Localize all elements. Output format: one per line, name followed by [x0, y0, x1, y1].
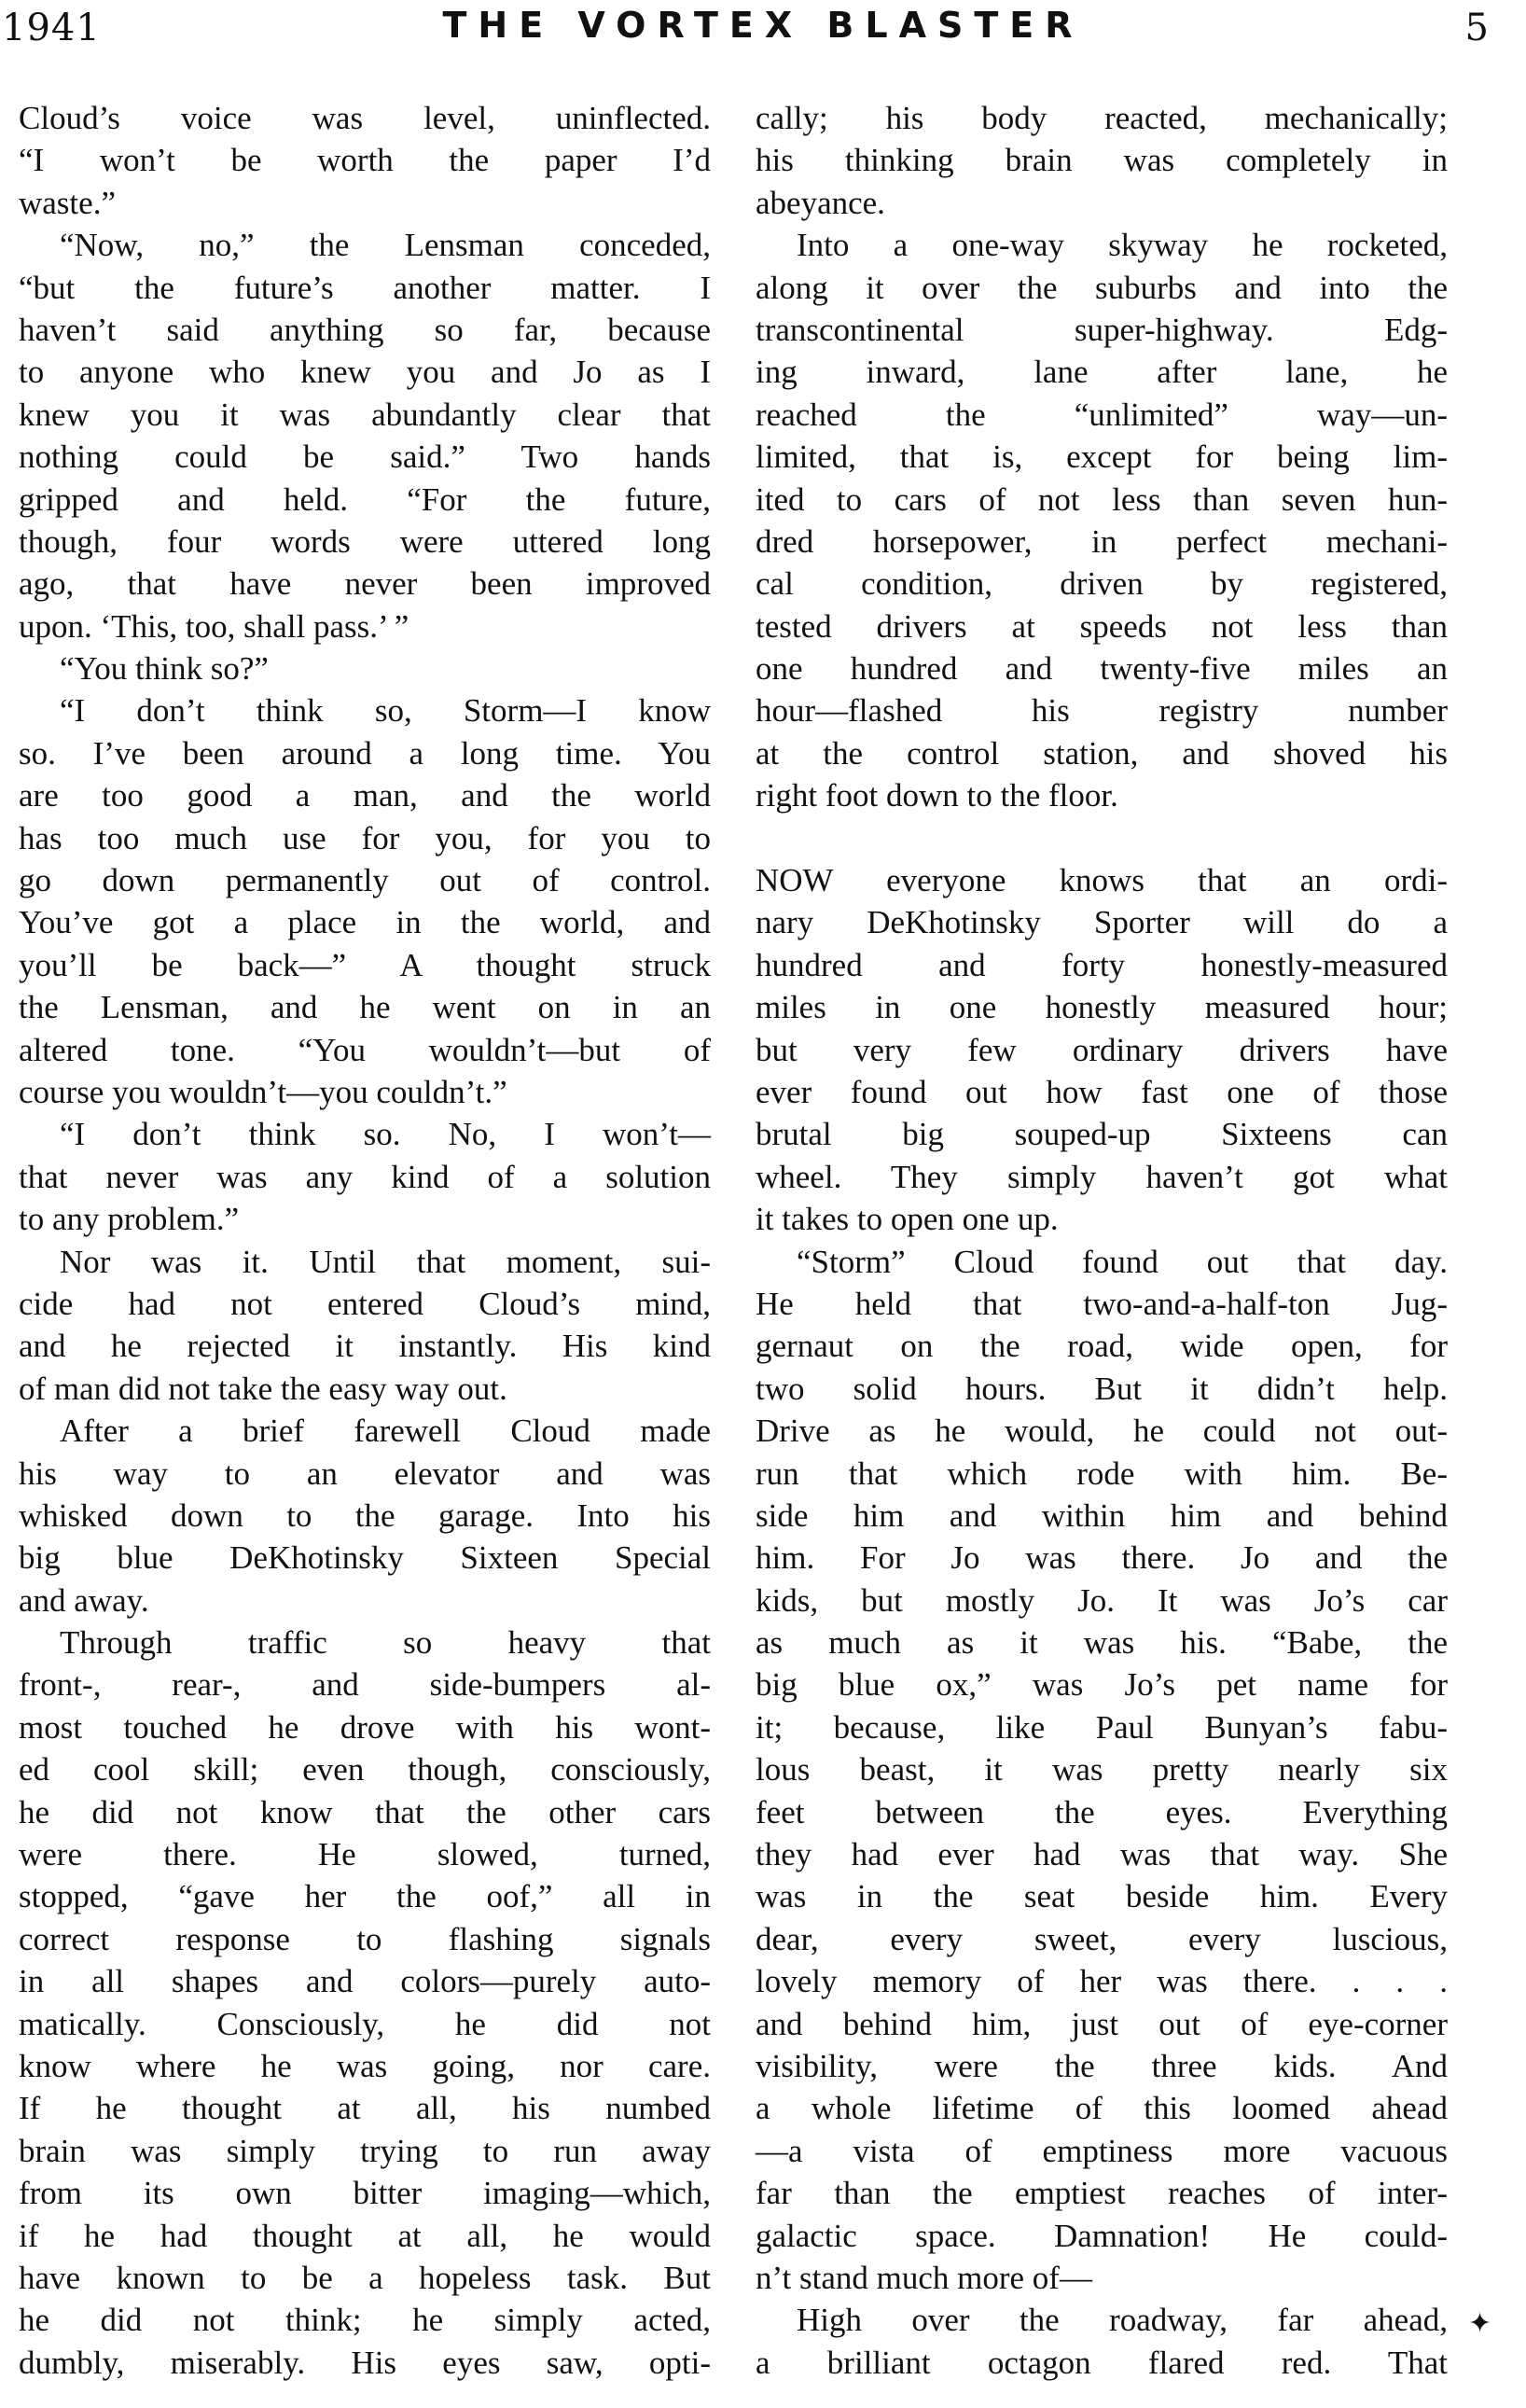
text-line: “You think so?” — [60, 650, 269, 688]
text-line: You’ve got a place in the world, and — [19, 904, 711, 941]
text-line: far than the emptiest reaches of inter- — [756, 2175, 1448, 2212]
text-line: knew you it was abundantly clear that — [19, 396, 711, 433]
text-line: ever found out how fast one of those — [756, 1073, 1448, 1110]
text-line: High over the roadway, far ahead, — [797, 2302, 1448, 2339]
text-line: but very few ordinary drivers have — [756, 1031, 1448, 1068]
text-line: two solid hours. But it didn’t help. — [756, 1370, 1448, 1407]
text-line: that never was any kind of a solution — [19, 1158, 711, 1195]
text-line: course you wouldn’t—you couldn’t.” — [19, 1073, 507, 1110]
text-line: dear, every sweet, every luscious, — [756, 1920, 1448, 1957]
text-line — [756, 817, 1448, 859]
text-line: it; because, like Paul Bunyan’s fabu- — [756, 1708, 1448, 1746]
text-line: He held that two-and-a-half-ton Jug- — [756, 1285, 1448, 1322]
text-line: gernaut on the road, wide open, for — [756, 1328, 1448, 1365]
text-line: “I don’t think so. No, I won’t— — [60, 1116, 711, 1153]
text-line: dred horsepower, in perfect mechani- — [756, 522, 1448, 560]
text-line: ing inward, lane after lane, he — [756, 354, 1448, 391]
text-line: in all shapes and colors—purely auto- — [19, 1963, 711, 2000]
header-year: 1941 — [2, 7, 101, 49]
text-line: waste.” — [19, 184, 116, 221]
text-line: was in the seat beside him. Every — [756, 1878, 1448, 1915]
page-number: 5 — [1464, 7, 1489, 49]
text-line: most touched he drove with his wont- — [19, 1708, 711, 1746]
text-line: cide had not entered Cloud’s mind, — [19, 1285, 711, 1322]
text-line: “but the future’s another matter. I — [19, 269, 711, 306]
text-line: brain was simply trying to run away — [19, 2132, 711, 2169]
text-line: abeyance. — [756, 184, 885, 221]
text-line: right foot down to the floor. — [756, 777, 1118, 814]
margin-mark: ✦ — [1468, 2307, 1492, 2340]
text-line: gripped and held. “For the future, — [19, 480, 711, 518]
text-line: to any problem.” — [19, 1201, 240, 1238]
text-line: kids, but mostly Jo. It was Jo’s car — [756, 1581, 1448, 1619]
text-line: altered tone. “You wouldn’t—but of — [19, 1031, 711, 1068]
text-line: visibility, were the three kids. And — [756, 2047, 1448, 2084]
text-line: Nor was it. Until that moment, sui- — [60, 1243, 711, 1280]
text-line: you’ll be back—” A thought struck — [19, 946, 711, 983]
text-line: “Storm” Cloud found out that day. — [797, 1243, 1448, 1280]
text-line: brutal big souped-up Sixteens can — [756, 1116, 1448, 1153]
text-line: he did not think; he simply acted, — [19, 2302, 711, 2339]
text-line: nothing could be said.” Two hands — [19, 438, 711, 476]
running-head — [0, 0, 1526, 65]
text-line: upon. ‘This, too, shall pass.’ ” — [19, 607, 409, 645]
text-line: were there. He slowed, turned, — [19, 1836, 711, 1873]
text-line: as much as it was his. “Babe, the — [756, 1624, 1448, 1662]
text-line: his thinking brain was completely in — [756, 142, 1448, 179]
text-line: him. For Jo was there. Jo and the — [756, 1539, 1448, 1577]
text-line: it takes to open one up. — [756, 1201, 1059, 1238]
text-line: “I won’t be worth the paper I’d — [19, 142, 711, 179]
header-title: THE VORTEX BLASTER — [442, 5, 1084, 46]
text-line: Into a one-way skyway he rocketed, — [797, 227, 1448, 264]
text-line: transcontinental super-highway. Edg- — [756, 311, 1448, 348]
text-line: a whole lifetime of this loomed ahead — [756, 2090, 1448, 2127]
text-line: dumbly, miserably. His eyes saw, opti- — [19, 2344, 711, 2381]
text-line: wheel. They simply haven’t got what — [756, 1158, 1448, 1195]
text-line: cal condition, driven by registered, — [756, 565, 1448, 603]
text-line: hundred and forty honestly-measured — [756, 946, 1448, 983]
text-line: “I don’t think so, Storm—I know — [60, 692, 711, 730]
text-line: so. I’ve been around a long time. You — [19, 734, 711, 772]
text-line: to anyone who knew you and Jo as I — [19, 354, 711, 391]
text-line: front-, rear-, and side-bumpers al- — [19, 1666, 711, 1704]
text-line: from its own bitter imaging—which, — [19, 2175, 711, 2212]
text-line: run that which rode with him. Be- — [756, 1455, 1448, 1492]
left-text-column — [19, 97, 711, 2384]
text-line: n’t stand much more of— — [756, 2259, 1092, 2296]
text-line: one hundred and twenty-five miles an — [756, 650, 1448, 688]
text-line: lous beast, it was pretty nearly six — [756, 1751, 1448, 1789]
text-line: —a vista of emptiness more vacuous — [756, 2132, 1448, 2169]
text-line: cally; his body reacted, mechanically; — [756, 100, 1448, 136]
text-line: Cloud’s voice was level, uninflected. — [19, 100, 711, 136]
text-line: “Now, no,” the Lensman conceded, — [60, 227, 711, 264]
text-line: his way to an elevator and was — [19, 1455, 711, 1492]
text-line: ago, that have never been improved — [19, 565, 711, 603]
text-line: NOW everyone knows that an ordi- — [756, 862, 1448, 899]
text-line: whisked down to the garage. Into his — [19, 1496, 711, 1534]
text-line: along it over the suburbs and into the — [756, 269, 1448, 306]
text-line: ited to cars of not less than seven hun- — [756, 480, 1448, 518]
text-line: have known to be a hopeless task. But — [19, 2259, 711, 2296]
text-line: big blue DeKhotinsky Sixteen Special — [19, 1539, 711, 1577]
text-line: feet between the eyes. Everything — [756, 1793, 1448, 1830]
text-line: the Lensman, and he went on in an — [19, 989, 711, 1026]
text-line: miles in one honestly measured hour; — [756, 989, 1448, 1026]
text-line: and away. — [19, 1581, 149, 1619]
text-line: If he thought at all, his numbed — [19, 2090, 711, 2127]
text-line: tested drivers at speeds not less than — [756, 607, 1448, 645]
text-line: go down permanently out of control. — [19, 862, 711, 899]
text-line: nary DeKhotinsky Sporter will do a — [756, 904, 1448, 941]
text-line: stopped, “gave her the oof,” all in — [19, 1878, 711, 1915]
text-line: limited, that is, except for being lim- — [756, 438, 1448, 476]
text-line: matically. Consciously, he did not — [19, 2005, 711, 2042]
text-line: lovely memory of her was there. . . . — [756, 1963, 1448, 2000]
text-line: at the control station, and shoved his — [756, 734, 1448, 772]
text-line: haven’t said anything so far, because — [19, 311, 711, 348]
text-line: ed cool skill; even though, consciously, — [19, 1751, 711, 1789]
text-line: After a brief farewell Cloud made — [60, 1413, 711, 1450]
text-line: hour—flashed his registry number — [756, 692, 1448, 730]
text-line: big blue ox,” was Jo’s pet name for — [756, 1666, 1448, 1704]
text-line: are too good a man, and the world — [19, 777, 711, 814]
right-text-column — [756, 97, 1448, 2384]
text-line: know where he was going, nor care. — [19, 2047, 711, 2084]
text-line: if he had thought at all, he would — [19, 2217, 711, 2254]
text-line: has too much use for you, for you to — [19, 819, 711, 856]
text-line: Through traffic so heavy that — [60, 1624, 711, 1662]
text-line: they had ever had was that way. She — [756, 1836, 1448, 1873]
text-line: side him and within him and behind — [756, 1496, 1448, 1534]
text-line: galactic space. Damnation! He could- — [756, 2217, 1448, 2254]
text-line: Drive as he would, he could not out- — [756, 1413, 1448, 1450]
text-line: and behind him, just out of eye-corner — [756, 2005, 1448, 2042]
text-line: and he rejected it instantly. His kind — [19, 1328, 711, 1365]
text-line: a brilliant octagon flared red. That — [756, 2344, 1448, 2381]
text-line: though, four words were uttered long — [19, 522, 711, 560]
text-line: correct response to flashing signals — [19, 1920, 711, 1957]
text-line: he did not know that the other cars — [19, 1793, 711, 1830]
text-line: of man did not take the easy way out. — [19, 1370, 507, 1407]
text-line: reached the “unlimited” way—un- — [756, 396, 1448, 433]
